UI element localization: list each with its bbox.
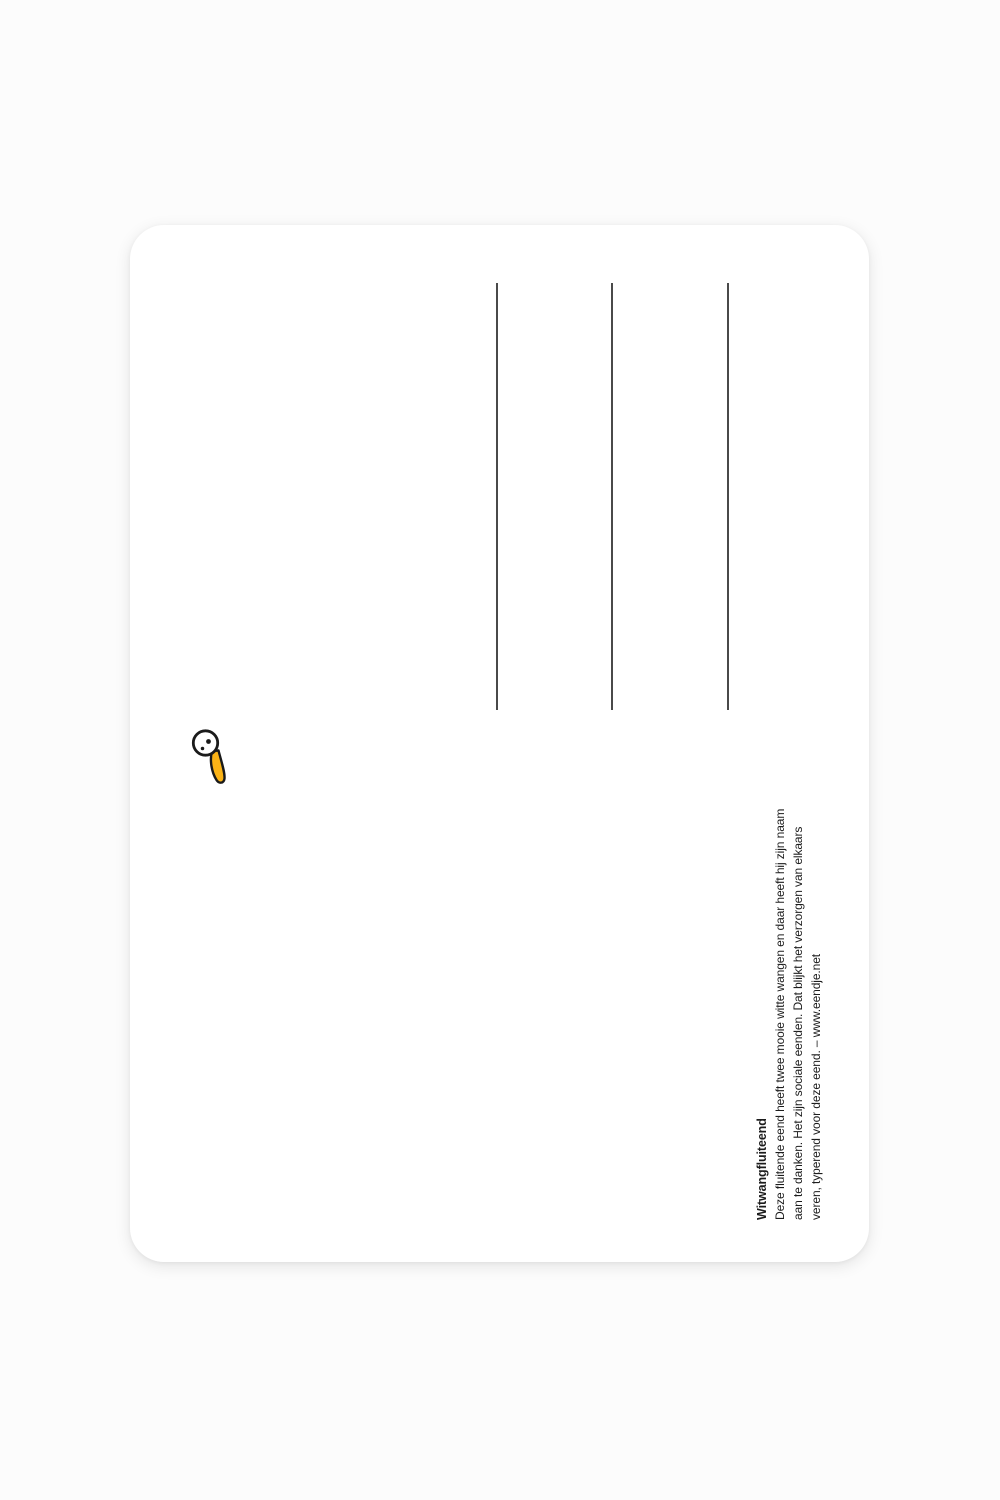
caption-block — [753, 768, 825, 1220]
duck-eye-small — [201, 747, 205, 751]
duck-face-shape — [193, 731, 217, 755]
caption-title: Witwangfluiteend — [755, 1118, 769, 1220]
address-line-3 — [727, 283, 729, 710]
address-line-1 — [496, 283, 498, 710]
caption-line: veren, typerend voor deze eend. – www.eendje.net — [809, 953, 823, 1220]
duck-eye-large — [206, 739, 211, 744]
address-line-2 — [611, 283, 613, 710]
postcard — [130, 225, 869, 1262]
caption-line: Deze fluitende eend heeft twee mooie witte wangen en daar heeft hij zijn naam — [773, 808, 787, 1220]
caption-line: aan te danken. Het zijn sociale eenden. Dat blijkt het verzorgen van elkaars — [791, 826, 805, 1220]
duck-head-icon — [187, 724, 237, 789]
duck-beak-shape — [211, 751, 225, 783]
